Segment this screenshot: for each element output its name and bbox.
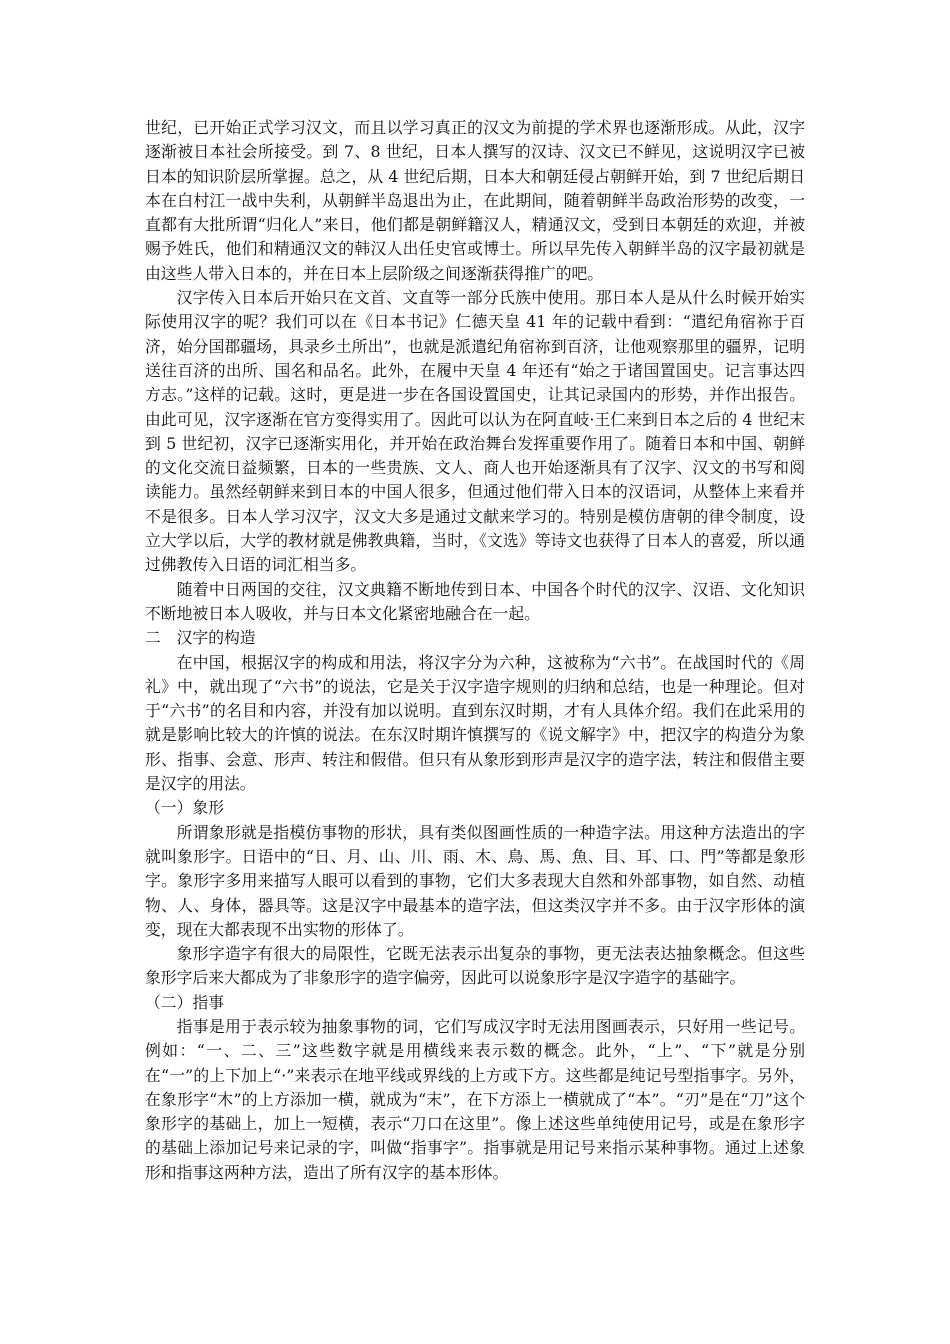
paragraph-indicative: 指事是用于表示较为抽象事物的词，它们写成汉字时无法用图画表示，只好用一些记号。例如：“一、二、三”这些数字就是用横线来表示数的概念。此外，“上”、“下”就是分别在“一”的上下加上“·”来表示在地平线或界线的上方或下方。这些都是纯记号型指事字。另外，在象形字“木”的上方添加一横，就成为“末”，在下方添上一横就成了“本”。“刃”是在“刀”这个象形字的基础上，加上一短横，表示“刀口在这里”。像上述这些单纯使用记号，或是在象形字的基础上添加记号来记录的字，叫做“指事字”。指事就是用记号来指示某种事物。通过上述象形和指事这两种方法，造出了所有汉字的基本形体。 xyxy=(145,1016,805,1182)
paragraph-six-scripts: 在中国，根据汉字的构成和用法，将汉字分为六种，这被称为“六书”。在战国时代的《周礼》中，就出现了“六书”的说法，它是关于汉字造字规则的归纳和总结，也是一种理论。但对于“六书”的名目和内容，并没有加以说明。直到东汉时期，才有人具体介绍。我们在此采用的就是影响比较大的许慎的说法。在东汉时期许慎撰写的《说文解字》中，把汉字的构造分为象形、指事、会意、形声、转注和假借。但只有从象形到形声是汉字的造字法，转注和假借主要是汉字的用法。 xyxy=(145,652,805,794)
paragraph-exchange: 随着中日两国的交往，汉文典籍不断地传到日本、中国各个时代的汉字、汉语、文化知识不断地被日本人吸收，并与日本文化紧密地融合在一起。 xyxy=(145,579,805,623)
paragraph-pictograph-limits: 象形字造字有很大的局限性，它既无法表示出复杂的事物，更无法表达抽象概念。但这些象形字后来大都成为了非象形字的造字偏旁，因此可以说象形字是汉字造字的基础字。 xyxy=(145,944,805,988)
paragraph-pictograph-definition: 所谓象形就是指模仿事物的形状，具有类似图画性质的一种造字法。用这种方法造出的字就叫象形字。日语中的“日、月、山、川、雨、木、鳥、馬、魚、目、耳、口、門”等都是象形字。象形字多用来描写人眼可以看到的事物，它们大多表现大自然和外部事物，如自然、动植物、人、身体，器具等。这是汉字中最基本的造字法，但这类汉字并不多。由于汉字形体的演变，现在大都表现不出实物的形体了。 xyxy=(145,822,805,939)
subsection-heading-pictograph: （一）象形 xyxy=(145,798,224,818)
section-heading-structure: 二 汉字的构造 xyxy=(145,628,256,648)
paragraph-continuation: 世纪，已开始正式学习汉文，而且以学习真正的汉文为前提的学术界也逐渐形成。从此，汉字逐渐被日本社会所接受。到 7、8 世纪，日本人撰写的汉诗、汉文已不鲜见，这说明汉字已被日本的知识阶层所掌握。总之，从 4 世纪后期，日本大和朝廷侵占朝鲜开始，到 7 世纪后期日本在白村江一战中失利，从朝鲜半岛退出为止，在此期间，随着朝鲜半岛政治形势的改变，一直都有大批所谓“归化人”来日，他们都是朝鲜籍汉人，精通汉文，受到日本朝廷的欢迎，并被赐予姓氏，他们和精通汉文的韩汉人出任史官或博士。所以早先传入朝鲜半岛的汉字最初就是由这些人带入日本的，并在日本上层阶级之间逐渐获得推广的吧。 xyxy=(145,118,805,283)
paragraph-kanji-usage: 汉字传入日本后开始只在文首、文直等一部分氏族中使用。那日本人是从什么时候开始实际使用汉字的呢？我们可以在《日本书记》仁德天皇 41 年的记载中看到：“遣纪角宿祢于百济，始分国郡疆场，具录乡土所出”，也就是派遣纪角宿祢到百济，让他观察那里的疆界，记明送往百济的出所、国名和品名。此外，在履中天皇 4 年还有“始之于诸国置国史。记言事达四方志。”这样的记载。这时，更是进一步在各国设置国史，让其记录国内的形势，并作出报告。由此可见，汉字逐渐在官方变得实用了。因此可以认为在阿直岐·王仁来到日本之后的 4 世纪末到 5 世纪初，汉字已逐渐实用化，并开始在政治舞台发挥重要作用了。随着日本和中国、朝鲜的文化交流日益频繁，日本的一些贵族、文人、商人也开始逐渐具有了汉字、汉文的书写和阅读能力。虽然经朝鲜来到日本的中国人很多，但通过他们带入日本的汉语词，从整体上来看并不是很多。日本人学习汉字，汉文大多是通过文献来学习的。特别是模仿唐朝的律令制度，设立大学以后，大学的教材就是佛教典籍，当时，《文选》等诗文也获得了日本人的喜爱，所以通过佛教传入日语的词汇相当多。 xyxy=(145,288,805,575)
document-page xyxy=(145,116,805,1185)
subsection-heading-indicative: （二）指事 xyxy=(145,992,224,1012)
